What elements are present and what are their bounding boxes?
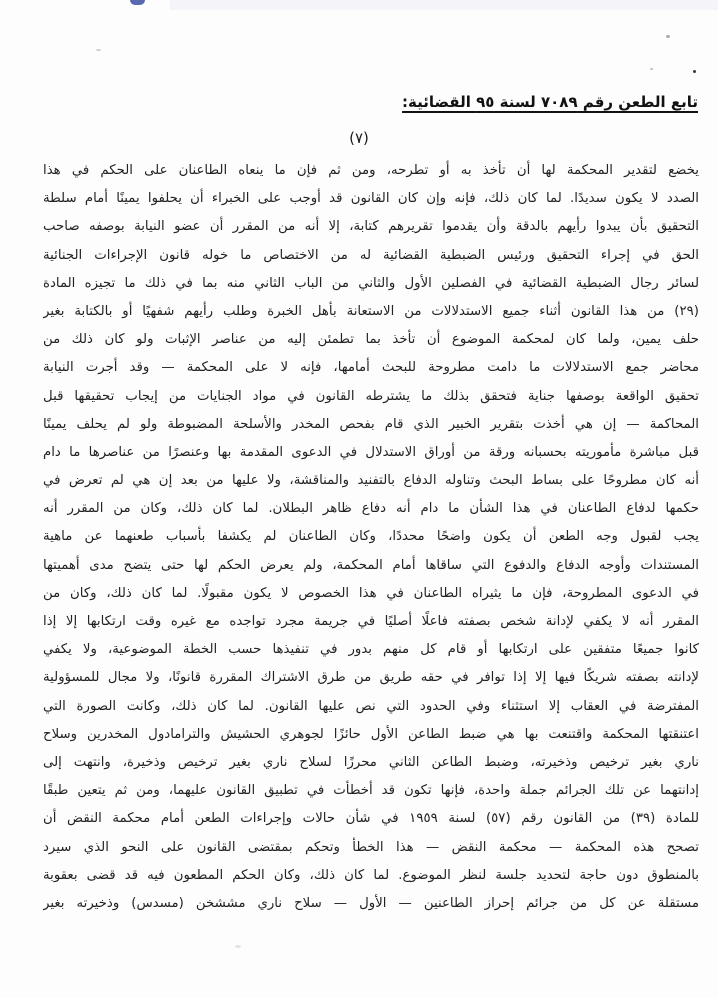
body-line: لإدانته بصفته شريكًا فيها إلا إذا توافر في حقه طريق من طرق الاشتراك المقررة قانونًا، ولا مجال للمسؤولية (43, 670, 699, 686)
body-line: حكمها لدفاع الطاعنان في هذا الشأن ما دام أنه دفاع ظاهر البطلان. لما كان ذلك، وكان من المقرر أنه (43, 501, 699, 517)
body-line: المقرر أنه لا يكفي لإدانة شخص بصفته فاعلًا أصليًا في جريمة مجرد تواجده مع غيره وقت ارتكابها إلا إذا (43, 614, 699, 629)
body-line: مستقلة عن كل من جرائم إحراز الطاعنين — الأول — سلاح ناري مششخن (مسدس) وذخيرته بغير (43, 895, 699, 911)
body-line: يخضع لتقدير المحكمة لها أن تأخذ به أو تطرحه، ومن ثم فإن ما ينعاه الطاعنان على الحكم في هذا (43, 163, 699, 178)
body-line: المستندات وأوجه الدفاع والدفوع التي ساقاها أمام المحكمة، ولم يعرض الحكم لها حتى يتضح مدى أهميتها (43, 557, 699, 573)
body-line: المحاكمة — إن هي أخذت بتقرير الخبير الذي قام بفحص المخدر والأسلحة المضبوطة ولو لم يحلف يمينًا (43, 416, 699, 432)
body-line: في الدعوى المطروحة، فإن ما يثيراه الطاعنان في هذا الخصوص لا يكون مقبولًا. لما كان ذلك، وكان من (43, 585, 699, 601)
body-line: الحق في إجراء التحقيق ورئيس الضبطية القضائية له من الاختصاص ما خوله قانون الإجراءات الجنائية (43, 247, 699, 263)
body-line: تصحح هذه المحكمة — محكمة النقض — هذا الخطأ وتحكم بمقتضى القانون على النحو الذي سيرد (43, 839, 699, 855)
body-line: كانوا جميعًا متفقين على ارتكابها أو قام كل منهم بدور في تنفيذها حسب الخطة الموضوعية، ولا يكفي (43, 642, 699, 658)
body-line: تحقيق الواقعة بوصفها جناية فتحقق بذلك ما يشترطه القانون في مواد الجنايات من إيجاب تحقيقها قبل (43, 388, 699, 404)
body-line: بالمنطوق دون حاجة لتحديد جلسة لنظر الموضوع. لما كان ذلك، وكان الحكم المطعون فيه قد قضى بعقوبة (43, 867, 699, 883)
blue-ink-mark (130, 0, 145, 5)
body-line: إدانتهما عن تلك الجرائم جملة واحدة، فإنها تكون قد أخطأت في تطبيق القانون عليهما، ومن ثم يتعين طبقًا (43, 783, 699, 799)
scan-speck (693, 70, 696, 73)
scan-edge-band (170, 0, 718, 10)
document-body (43, 157, 699, 918)
body-line: للمادة (٣٩) من القانون رقم (٥٧) لسنة ١٩٥٩ في شأن حالات وإجراءات الطعن أمام محكمة النقض أن (43, 811, 699, 827)
body-line: محاضر جمع الاستدلالات ما دامت مطروحة للبحث أمامها، فإنه لا على المحكمة — وقد أجرت النيابة (43, 360, 699, 376)
document-header-title: تابع الطعن رقم ٧٠٨٩ لسنة ٩٥ القضائية: (402, 93, 698, 111)
body-line: لسائر رجال الضبطية القضائية في الفصلين الأول والثاني من الباب الثاني منه بما في ذلك ما تجيزه المادة (43, 275, 699, 291)
body-line: المفترضة في العقاب إلا استثناء وفي الحدود التي نص عليها القانون. لما كان ذلك، وكانت الصورة التي (43, 698, 699, 714)
page-number: (٧) (349, 129, 369, 147)
scan-speck (650, 68, 653, 70)
body-line: يجب لقبول وجه الطعن أن يكون واضحًا محددًا، وكان الطاعنان لم يكشفا بأسباب طعنهما عن ماهية (43, 529, 699, 545)
body-line: اعتنقتها المحكمة واقتنعت بها هي ضبط الطاعن الأول حائزًا لجوهري الحشيش والترامادول المخدرين وسلاح (43, 726, 699, 742)
body-line: حلف يمين، ولما كان لمحكمة الموضوع أن تأخذ بما تطمئن إليه من عناصر الإثبات ولو كان ذلك من (43, 332, 699, 348)
scan-speck (96, 49, 101, 51)
body-line: ناري بغير ترخيص وذخيرته، وضبط الطاعن الثاني محرزًا لسلاح ناري بغير ترخيص وذخيرة، وانتهت إلى (43, 754, 699, 770)
body-line: (٢٩) من هذا القانون أثناء جميع الاستدلالات من الاستعانة بأهل الخبرة وطلب رأيهم شفهيًا أو بالكتابة بغير (43, 303, 699, 319)
scan-speck (235, 945, 241, 948)
body-line: الصدد لا يكون سديدًا. لما كان ذلك، فإنه وإن كان القانون قد أوجب على الخبراء أن يحلفوا يمينًا أمام سلطة (43, 191, 699, 207)
body-line: أنه كان مطروحًا على بساط البحث وتناوله الدفاع بالتفنيد والمناقشة، ولا عليها من بعد إن هي لم تعرض في (43, 473, 699, 489)
body-line: التحقيق بأن يبدوا رأيهم بالدقة وأن يقدموا تقريرهم كتابة، إلا أنه من المقرر أن عضو النيابة بوصفه صاحب (43, 219, 699, 235)
body-line: قبل مباشرة مأموريته بحسبانه ورقة من أوراق الاستدلال في الدعوى المقدمة بها وعنصرًا من عناصرها ما دام (43, 444, 699, 460)
scan-speck (666, 35, 670, 38)
